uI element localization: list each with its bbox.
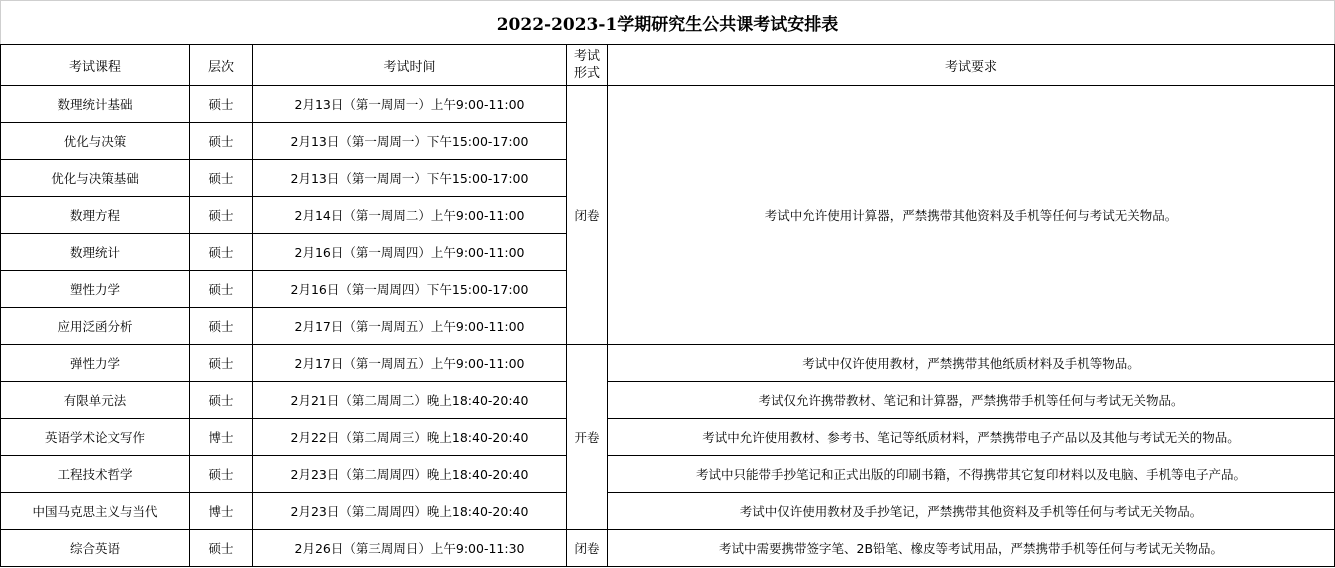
cell-course: 优化与决策基础 bbox=[1, 160, 190, 197]
cell-level: 硕士 bbox=[190, 234, 253, 271]
cell-time: 2月16日（第一周周四）上午9:00-11:00 bbox=[253, 234, 567, 271]
cell-requirement: 考试中仅许使用教材，严禁携带其他纸质材料及手机等物品。 bbox=[608, 345, 1335, 382]
header-mode bbox=[567, 45, 608, 86]
table-row bbox=[1, 493, 1335, 530]
cell-course: 应用泛函分析 bbox=[1, 308, 190, 345]
cell-requirement: 考试中允许使用教材、参考书、笔记等纸质材料，严禁携带电子产品以及其他与考试无关的物品。 bbox=[608, 419, 1335, 456]
cell-level: 硕士 bbox=[190, 86, 253, 123]
cell-mode-open: 开卷 bbox=[567, 345, 608, 530]
cell-course: 塑性力学 bbox=[1, 271, 190, 308]
cell-time: 2月23日（第二周周四）晚上18:40-20:40 bbox=[253, 493, 567, 530]
cell-level: 硕士 bbox=[190, 530, 253, 567]
cell-course: 中国马克思主义与当代 bbox=[1, 493, 190, 530]
cell-level: 硕士 bbox=[190, 382, 253, 419]
cell-requirement: 考试仅允许携带教材、笔记和计算器，严禁携带手机等任何与考试无关物品。 bbox=[608, 382, 1335, 419]
table-title: 2022-2023-1学期研究生公共课考试安排表 bbox=[1, 1, 1335, 45]
cell-level: 硕士 bbox=[190, 345, 253, 382]
cell-requirement: 考试中只能带手抄笔记和正式出版的印刷书籍，不得携带其它复印材料以及电脑、手机等电子产品。 bbox=[608, 456, 1335, 493]
cell-time: 2月13日（第一周周一）下午15:00-17:00 bbox=[253, 123, 567, 160]
cell-course: 数理统计基础 bbox=[1, 86, 190, 123]
cell-course: 数理方程 bbox=[1, 197, 190, 234]
cell-time: 2月16日（第一周周四）下午15:00-17:00 bbox=[253, 271, 567, 308]
cell-course: 数理统计 bbox=[1, 234, 190, 271]
cell-level: 硕士 bbox=[190, 123, 253, 160]
title-row bbox=[1, 1, 1335, 45]
cell-mode-closed: 闭卷 bbox=[567, 530, 608, 567]
cell-course: 工程技术哲学 bbox=[1, 456, 190, 493]
table-row bbox=[1, 86, 1335, 123]
cell-level: 博士 bbox=[190, 419, 253, 456]
header-requirement: 考试要求 bbox=[608, 45, 1335, 86]
cell-time: 2月21日（第二周周二）晚上18:40-20:40 bbox=[253, 382, 567, 419]
cell-requirement: 考试中允许使用计算器，严禁携带其他资料及手机等任何与考试无关物品。 bbox=[608, 86, 1335, 345]
cell-time: 2月22日（第二周周三）晚上18:40-20:40 bbox=[253, 419, 567, 456]
cell-level: 硕士 bbox=[190, 308, 253, 345]
table-row bbox=[1, 456, 1335, 493]
cell-requirement: 考试中仅许使用教材及手抄笔记，严禁携带其他资料及手机等任何与考试无关物品。 bbox=[608, 493, 1335, 530]
cell-time: 2月14日（第一周周二）上午9:00-11:00 bbox=[253, 197, 567, 234]
cell-mode-closed: 闭卷 bbox=[567, 86, 608, 345]
table-row bbox=[1, 530, 1335, 567]
cell-course: 弹性力学 bbox=[1, 345, 190, 382]
cell-time: 2月17日（第一周周五）上午9:00-11:00 bbox=[253, 308, 567, 345]
cell-requirement: 考试中需要携带签字笔、2B铅笔、橡皮等考试用品，严禁携带手机等任何与考试无关物品。 bbox=[608, 530, 1335, 567]
cell-course: 综合英语 bbox=[1, 530, 190, 567]
cell-time: 2月13日（第一周周一）下午15:00-17:00 bbox=[253, 160, 567, 197]
header-row bbox=[1, 45, 1335, 86]
cell-time: 2月23日（第二周周四）晚上18:40-20:40 bbox=[253, 456, 567, 493]
header-time: 考试时间 bbox=[253, 45, 567, 86]
table-row bbox=[1, 382, 1335, 419]
cell-level: 硕士 bbox=[190, 456, 253, 493]
cell-time: 2月26日（第三周周日）上午9:00-11:30 bbox=[253, 530, 567, 567]
cell-course: 有限单元法 bbox=[1, 382, 190, 419]
cell-level: 硕士 bbox=[190, 271, 253, 308]
cell-level: 硕士 bbox=[190, 197, 253, 234]
cell-course: 英语学术论文写作 bbox=[1, 419, 190, 456]
cell-level: 硕士 bbox=[190, 160, 253, 197]
cell-time: 2月13日（第一周周一）上午9:00-11:00 bbox=[253, 86, 567, 123]
cell-level: 博士 bbox=[190, 493, 253, 530]
header-mode-line2: 形式 bbox=[573, 66, 600, 81]
header-course: 考试课程 bbox=[1, 45, 190, 86]
table-row bbox=[1, 345, 1335, 382]
header-mode-line1: 考试 bbox=[573, 49, 600, 64]
table-row bbox=[1, 419, 1335, 456]
cell-course: 优化与决策 bbox=[1, 123, 190, 160]
header-level: 层次 bbox=[190, 45, 253, 86]
cell-time: 2月17日（第一周周五）上午9:00-11:00 bbox=[253, 345, 567, 382]
